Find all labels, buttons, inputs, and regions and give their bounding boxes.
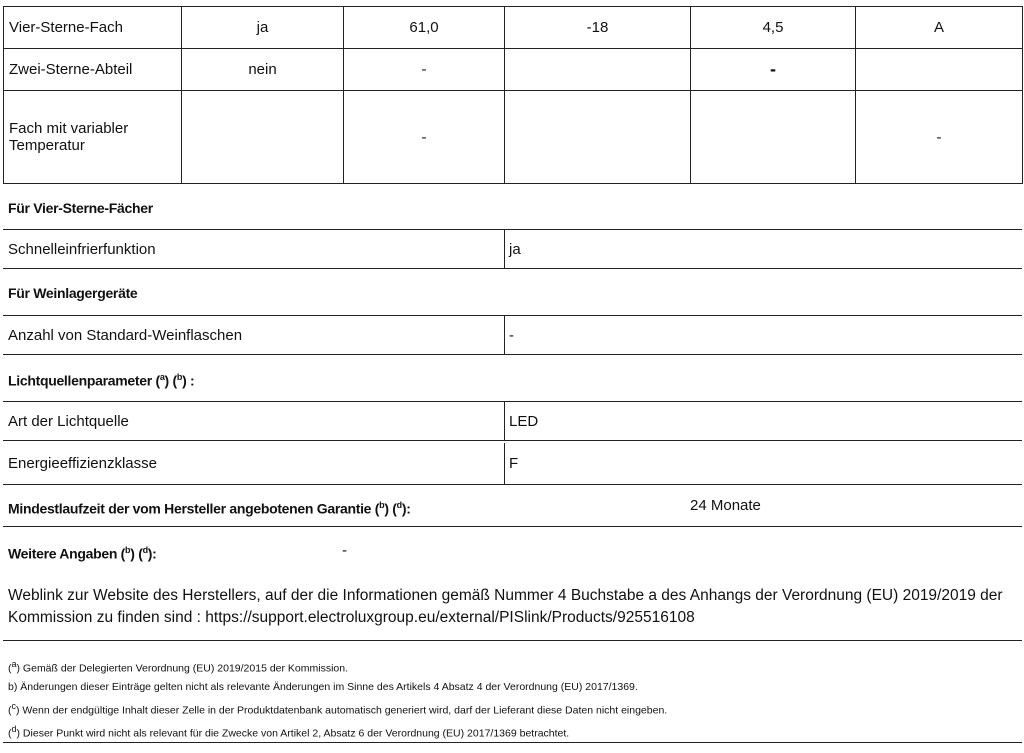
four-star-heading: Für Vier-Sterne-Fächer (8, 200, 153, 216)
footnote-ref-b: b (176, 372, 183, 382)
divider (3, 640, 1022, 641)
table-cell: -18 (505, 7, 691, 49)
footnote-d-mark: d (11, 723, 17, 734)
energy-class-value: F (504, 443, 518, 484)
light-type-row (3, 401, 1022, 441)
quick-freeze-value: ja (504, 230, 521, 268)
footnote-ref-d: d (142, 545, 148, 555)
table-cell: ja (182, 7, 344, 49)
table-cell (182, 91, 344, 184)
wine-bottles-row (3, 315, 1022, 355)
table-cell: - (856, 91, 1023, 184)
footnote-c-text: Wenn der endgültige Inhalt dieser Zelle in der Produktdatenbank automatisch generiert wird, darf der Lieferant diese Daten nicht eingeben. (19, 704, 668, 716)
footnotes (8, 655, 1013, 743)
energy-class-row (3, 443, 1022, 485)
row-label: Zwei-Sterne-Abteil (4, 49, 182, 91)
wine-bottles-label: Anzahl von Standard-Weinflaschen (8, 326, 243, 344)
more-info-value: - (342, 542, 347, 559)
warranty-label-suffix: : (406, 500, 411, 517)
warranty-label-text: Mindestlaufzeit der vom Hersteller angebotenen Garantie (8, 500, 372, 517)
footnote-ref-b: b (125, 545, 131, 555)
footnote-a: (a) Gemäß der Delegierten Verordnung (EU) 2019/2015 der Kommission. (8, 659, 349, 675)
table-cell (856, 49, 1023, 91)
divider (3, 742, 1022, 743)
warranty-label: Mindestlaufzeit der vom Hersteller angebotenen Garantie ($^b$) ($^d$): (8, 500, 411, 517)
row-label: Vier-Sterne-Fach (4, 7, 182, 49)
footnote-c-mark: c (11, 700, 16, 711)
footnote-c: (c) Wenn der endgültige Inhalt dieser Zelle in der Produktdatenbank automatisch generiert wird, darf der Lieferant diese Daten nicht eingeben. (8, 700, 668, 716)
table-row (4, 7, 1023, 49)
manufacturer-weblink-text: Weblink zur Website des Herstellers, auf der die Informationen gemäß Nummer 4 Buchstabe a des Anhangs der Verordnung (EU) 2019/2019 der Kommission zu finden sind : https://support.electroluxgroup.eu/external/PISlink/Products/925516108 (8, 587, 1003, 626)
table-cell (691, 91, 856, 184)
table-row (4, 91, 1023, 184)
quick-freeze-row (3, 229, 1022, 269)
table-row (4, 49, 1023, 91)
row-label: Fach mit variabler Temperatur (4, 91, 182, 184)
table-cell (505, 49, 691, 91)
table-cell: 61,0 (344, 7, 505, 49)
light-type-label: Art der Lichtquelle (8, 412, 129, 430)
footnote-b: b) Änderungen dieser Einträge gelten nicht als relevante Änderungen im Sinne des Artikels 4 Absatz 4 der Verordnung (EU) 2017/1369. (8, 681, 638, 693)
more-info-label-text: Weitere Angaben (8, 545, 118, 562)
light-heading-text: Lichtquellenparameter (8, 372, 152, 389)
footnote-a-mark: a (11, 659, 17, 669)
warranty-value: 24 Monate (690, 497, 761, 514)
wine-heading: Für Weinlagergeräte (8, 285, 138, 301)
light-type-value: LED (504, 402, 538, 440)
table-cell: A (856, 7, 1023, 49)
quick-freeze-label: Schnelleinfrierfunktion (8, 240, 156, 258)
compartment-table (3, 6, 1023, 184)
footnote-ref-a: a (159, 372, 165, 382)
more-info-label: Weitere Angaben ($^b$) ($^d$): (8, 545, 157, 562)
footnote-d-text: Dieser Punkt wird nicht als relevant für die Zwecke von Artikel 2, Absatz 6 der Verordnung (EU) 2017/1369 betrachtet. (20, 727, 570, 739)
table-cell: nein (182, 49, 344, 91)
energy-class-label: Energieeffizienzklasse (8, 455, 157, 472)
footnote-d: (d) Dieser Punkt wird nicht als relevant für die Zwecke von Artikel 2, Absatz 6 der Verordnung (EU) 2017/1369 betrachtet. (8, 723, 570, 739)
table-cell: - (344, 91, 505, 184)
wine-bottles-value: - (504, 316, 514, 354)
table-cell (505, 91, 691, 184)
table-cell: 4,5 (691, 7, 856, 49)
more-info-label-suffix: : (152, 545, 157, 562)
footnote-ref-d: d (396, 500, 402, 510)
divider (3, 526, 1022, 527)
table-cell: - (691, 49, 856, 91)
table-cell: - (344, 49, 505, 91)
footnote-a-text: Gemäß der Delegierten Verordnung (EU) 2019/2015 der Kommission. (20, 662, 349, 675)
footnote-ref-b: b (379, 500, 385, 510)
light-heading: Lichtquellenparameter ($^a$) ($^b$) : (8, 372, 195, 389)
light-heading-suffix: : (186, 372, 195, 389)
